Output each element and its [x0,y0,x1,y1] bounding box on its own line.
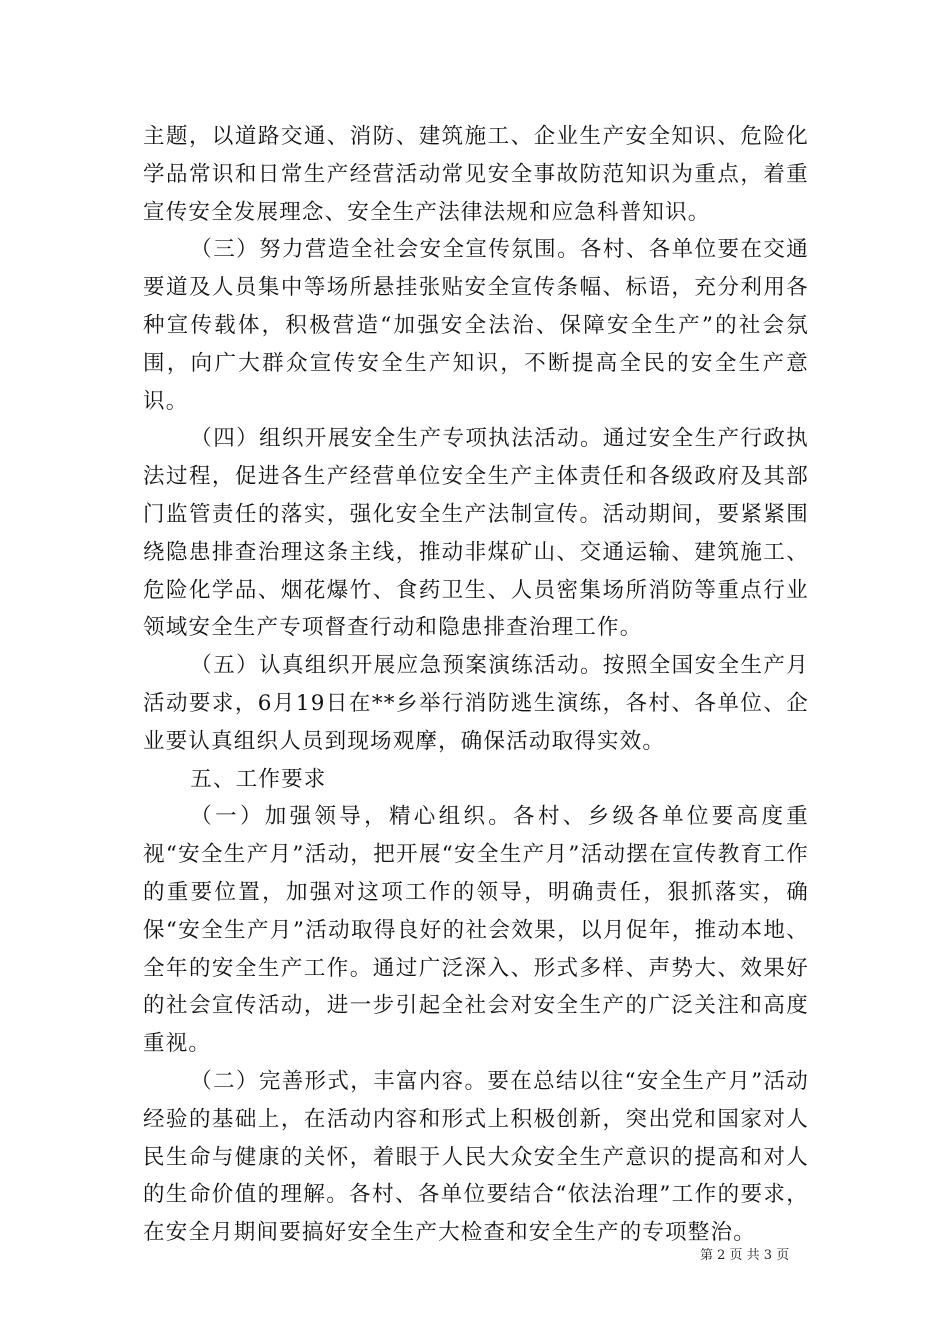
paragraph-section-5: （五）认真组织开展应急预案演练活动。按照全国安全生产月活动要求，6月19日在**乡举行消防逃生演练，各村、各单位、企业要认真组织人员到现场观摩，确保活动取得实效。 [143,653,809,754]
paragraph-requirement-2: （二）完善形式，丰富内容。要在总结以往“安全生产月”活动经验的基础上，在活动内容和形式上积极创新，突出党和国家对人民生命与健康的关怀，着眼于人民大众安全生产意识的提高和对人的生命价值的理解。各村、各单位要结合“依法治理”工作的要求，在安全月期间要搞好安全生产大检查和安全生产的专项整治。 [143,1068,809,1246]
heading-work-requirements: 五、工作要求 [190,766,327,792]
paragraph-requirement-1: （一）加强领导，精心组织。各村、乡级各单位要高度重视“安全生产月”活动，把开展“安全生产月”活动摆在宣传教育工作的重要位置，加强对这项工作的领导，明确责任，狠抓落实，确保“安全生产月”活动取得良好的社会效果，以月促年，推动本地、全年的安全生产工作。通过广泛深入、形式多样、声势大、效果好的社会宣传活动，进一步引起全社会对安全生产的广泛关注和高度重视。 [143,804,809,1057]
paragraph-section-4: （四）组织开展安全生产专项执法活动。通过安全生产行政执法过程，促进各生产经营单位安全生产主体责任和各级政府及其部门监管责任的落实，强化安全生产法制宣传。活动期间，要紧紧围绕隐患排查治理这条主线，推动非煤矿山、交通运输、建筑施工、危险化学品、烟花爆竹、食药卫生、人员密集场所消防等重点行业领域安全生产专项督查行动和隐患排查治理工作。 [143,426,809,641]
document-body [143,118,809,1252]
page-number-footer: 第 2 页 共 3 页 [700,1248,790,1263]
paragraph-topic-continuation: 主题，以道路交通、消防、建筑施工、企业生产安全知识、危险化学品常识和日常生产经营活动常见安全事故防范知识为重点，着重宣传安全发展理念、安全生产法律法规和应急科普知识。 [143,124,809,225]
paragraph-section-3: （三）努力营造全社会安全宣传氛围。各村、各单位要在交通要道及人员集中等场所悬挂张贴安全宣传条幅、标语，充分利用各种宣传载体，积极营造“加强安全法治、保障安全生产”的社会氛围，向广大群众宣传安全生产知识，不断提高全民的安全生产意识。 [143,237,809,414]
